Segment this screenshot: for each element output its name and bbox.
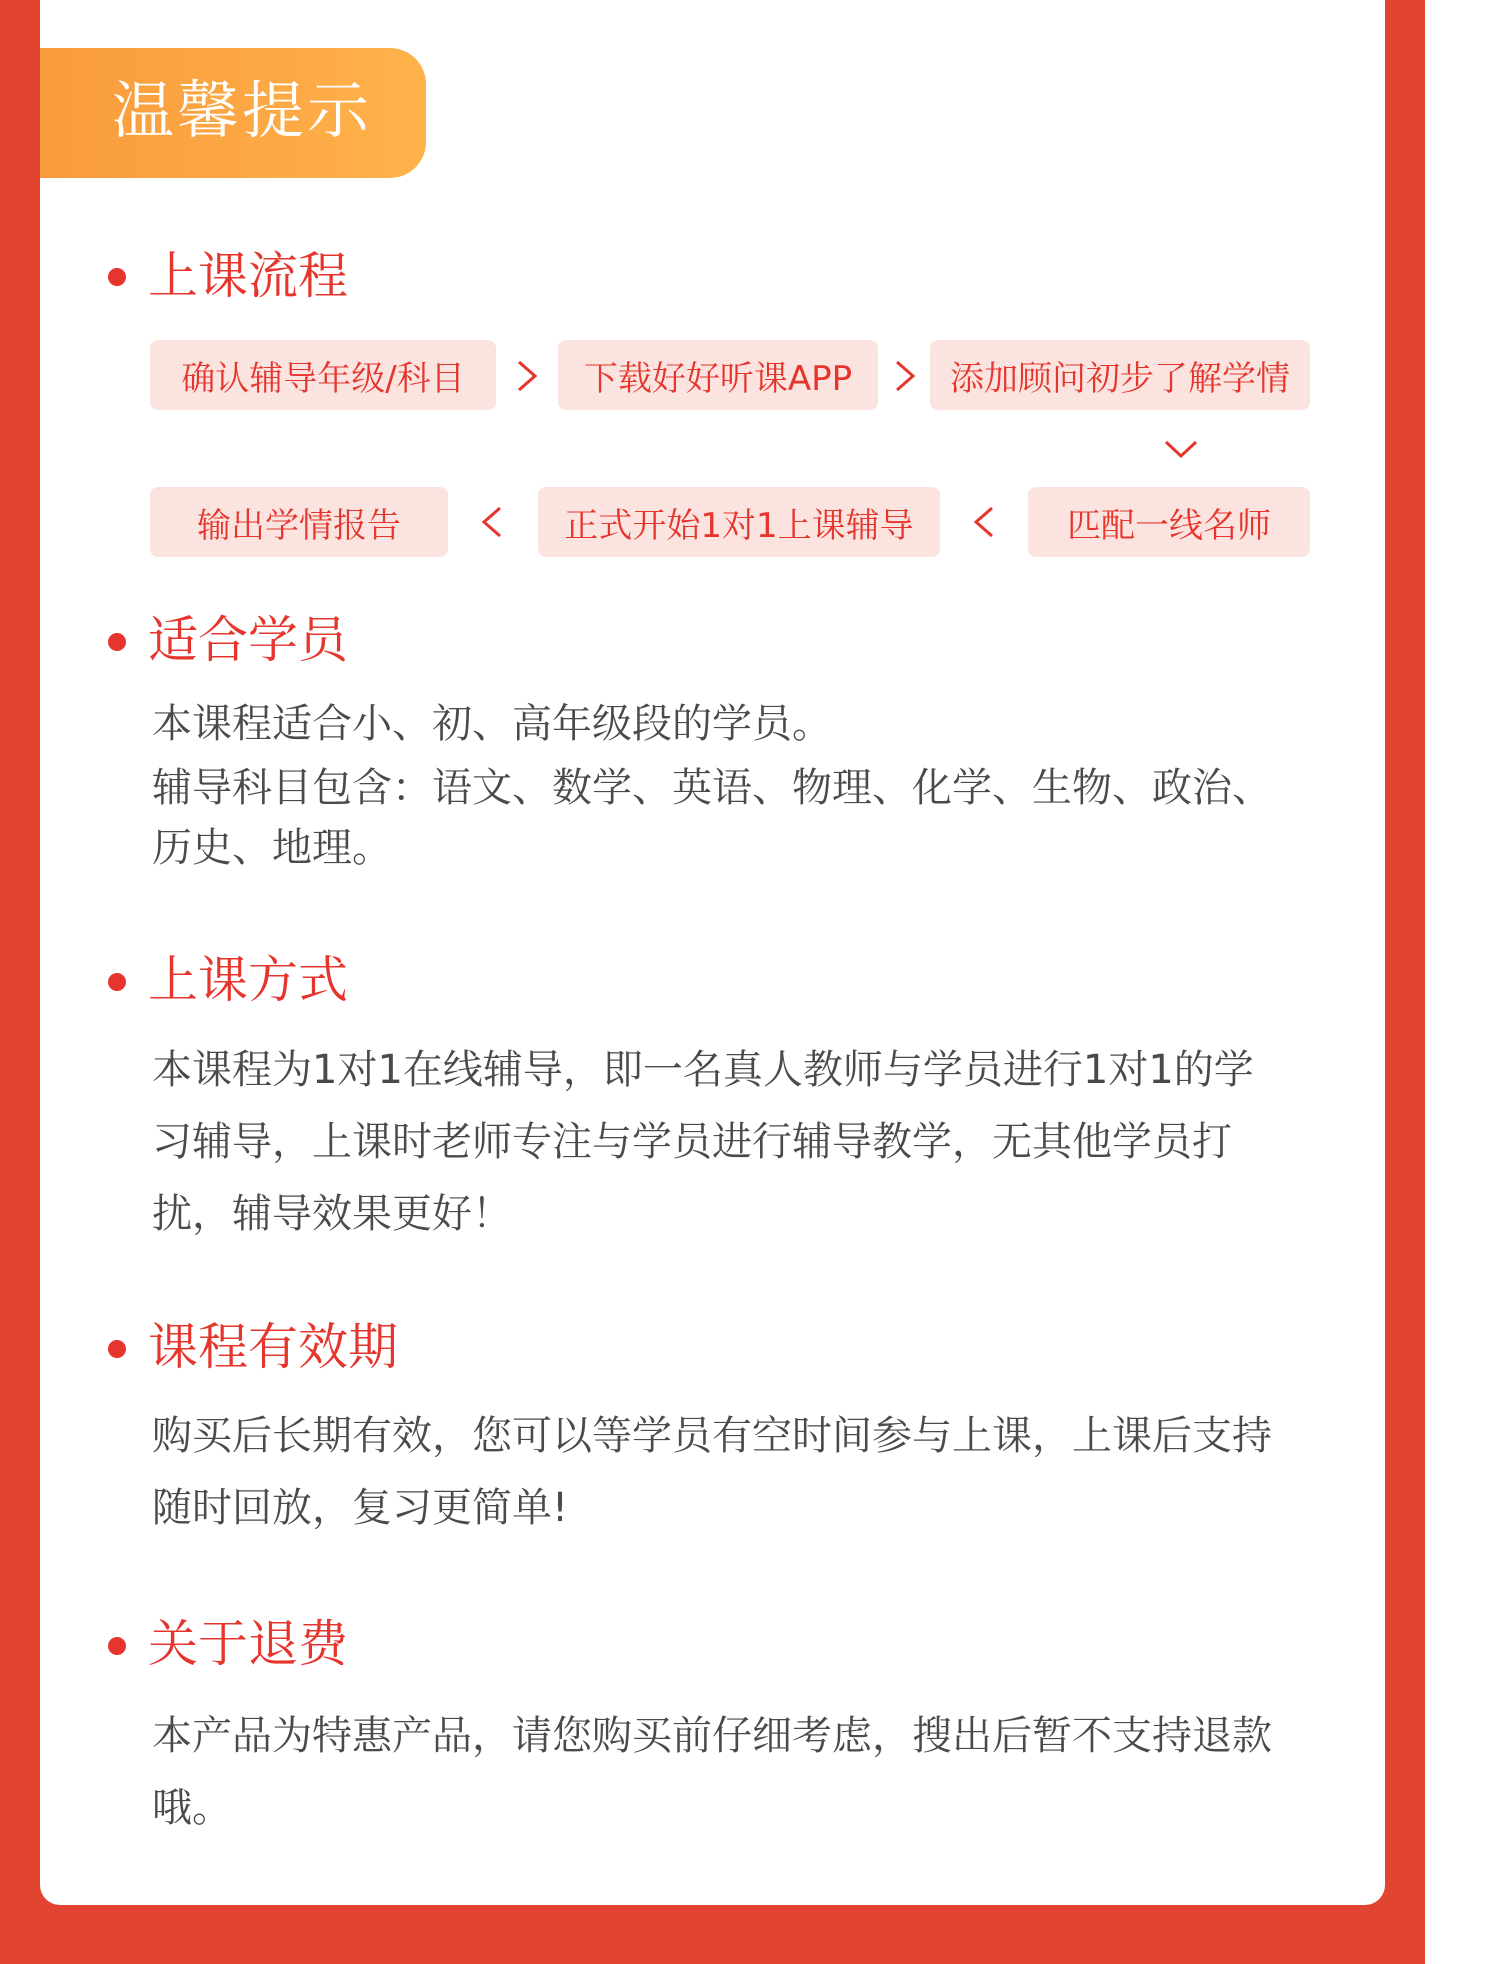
- bullet-dot: [108, 1637, 126, 1655]
- bullet-dot: [108, 1340, 126, 1358]
- chevron-right-icon: [893, 358, 917, 394]
- bullet-dot: [108, 268, 126, 286]
- header-tab: [40, 48, 426, 178]
- chevron-left-icon: [972, 504, 996, 540]
- section-heading-method: 上课方式: [148, 951, 348, 1009]
- section-heading-students: 适合学员: [148, 611, 348, 669]
- section-text-students-2: 辅导科目包含：语文、数学、英语、物理、化学、生物、政治、历史、地理。: [152, 765, 1272, 871]
- section-text-refund: 本产品为特惠产品，请您购买前仔细考虑，搜出后暂不支持退款哦。: [152, 1713, 1272, 1831]
- bullet-dot: [108, 973, 126, 991]
- section-text-students-1: 本课程适合小、初、高年级段的学员。: [152, 701, 832, 747]
- header-title: 温馨提示: [112, 74, 373, 147]
- process-step-4: 匹配一线名师: [1028, 487, 1310, 557]
- section-heading-validity: 课程有效期: [148, 1318, 398, 1376]
- section-heading-process: 上课流程: [148, 247, 348, 305]
- section-heading-refund: 关于退费: [148, 1615, 348, 1673]
- process-step-2: 下载好好听课APP: [558, 340, 878, 410]
- section-text-validity: 购买后长期有效，您可以等学员有空时间参与上课，上课后支持随时回放，复习更简单!: [152, 1413, 1272, 1531]
- bullet-dot: [108, 633, 126, 651]
- section-text-method: 本课程为1对1在线辅导，即一名真人教师与学员进行1对1的学习辅导，上课时老师专注与学员进行辅导教学，无其他学员打扰，辅导效果更好！: [152, 1047, 1254, 1237]
- process-step-3: 添加顾问初步了解学情: [930, 340, 1310, 410]
- chevron-left-icon: [480, 504, 504, 540]
- process-step-5: 正式开始1对1上课辅导: [538, 487, 940, 557]
- chevron-down-icon: [1162, 438, 1200, 462]
- process-step-1: 确认辅导年级/科目: [150, 340, 496, 410]
- process-step-6: 输出学情报告: [150, 487, 448, 557]
- chevron-right-icon: [515, 358, 539, 394]
